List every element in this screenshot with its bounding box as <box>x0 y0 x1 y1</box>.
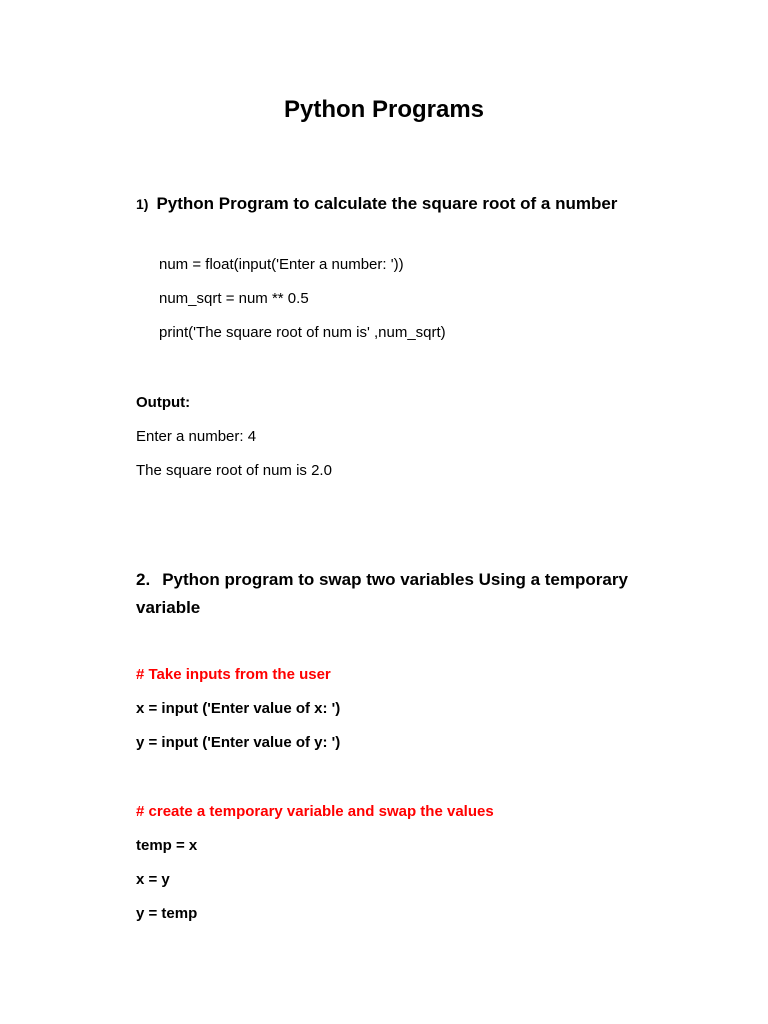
page-title: Python Programs <box>283 96 485 123</box>
output-line: The square root of num is 2.0 <box>136 462 332 479</box>
code-line: temp = x <box>136 837 198 854</box>
code-comment: # create a temporary variable and swap the values <box>136 803 494 820</box>
code-line: num = float(input('Enter a number: ')) <box>159 256 404 273</box>
code-comment: # Take inputs from the user <box>136 666 331 683</box>
code-line: num_sqrt = num ** 0.5 <box>159 290 309 307</box>
code-line: print('The square root of num is' ,num_sqrt) <box>159 324 446 341</box>
code-line: y = input ('Enter value of y: ') <box>136 734 341 751</box>
code-line: x = y <box>136 871 170 888</box>
section-1-heading <box>136 194 617 214</box>
section-2-heading-text: Python program to swap two variables Using a temporary variable <box>136 570 628 617</box>
output-line: Enter a number: 4 <box>136 428 257 445</box>
code-line: y = temp <box>136 905 198 922</box>
output-label: Output: <box>136 394 191 411</box>
section-1-heading-text: Python Program to calculate the square root of a number <box>156 194 618 213</box>
section-2-heading <box>136 566 676 622</box>
code-line: x = input ('Enter value of x: ') <box>136 700 341 717</box>
section-1-number: 1) <box>136 196 149 212</box>
section-2-number: 2. <box>136 570 151 589</box>
